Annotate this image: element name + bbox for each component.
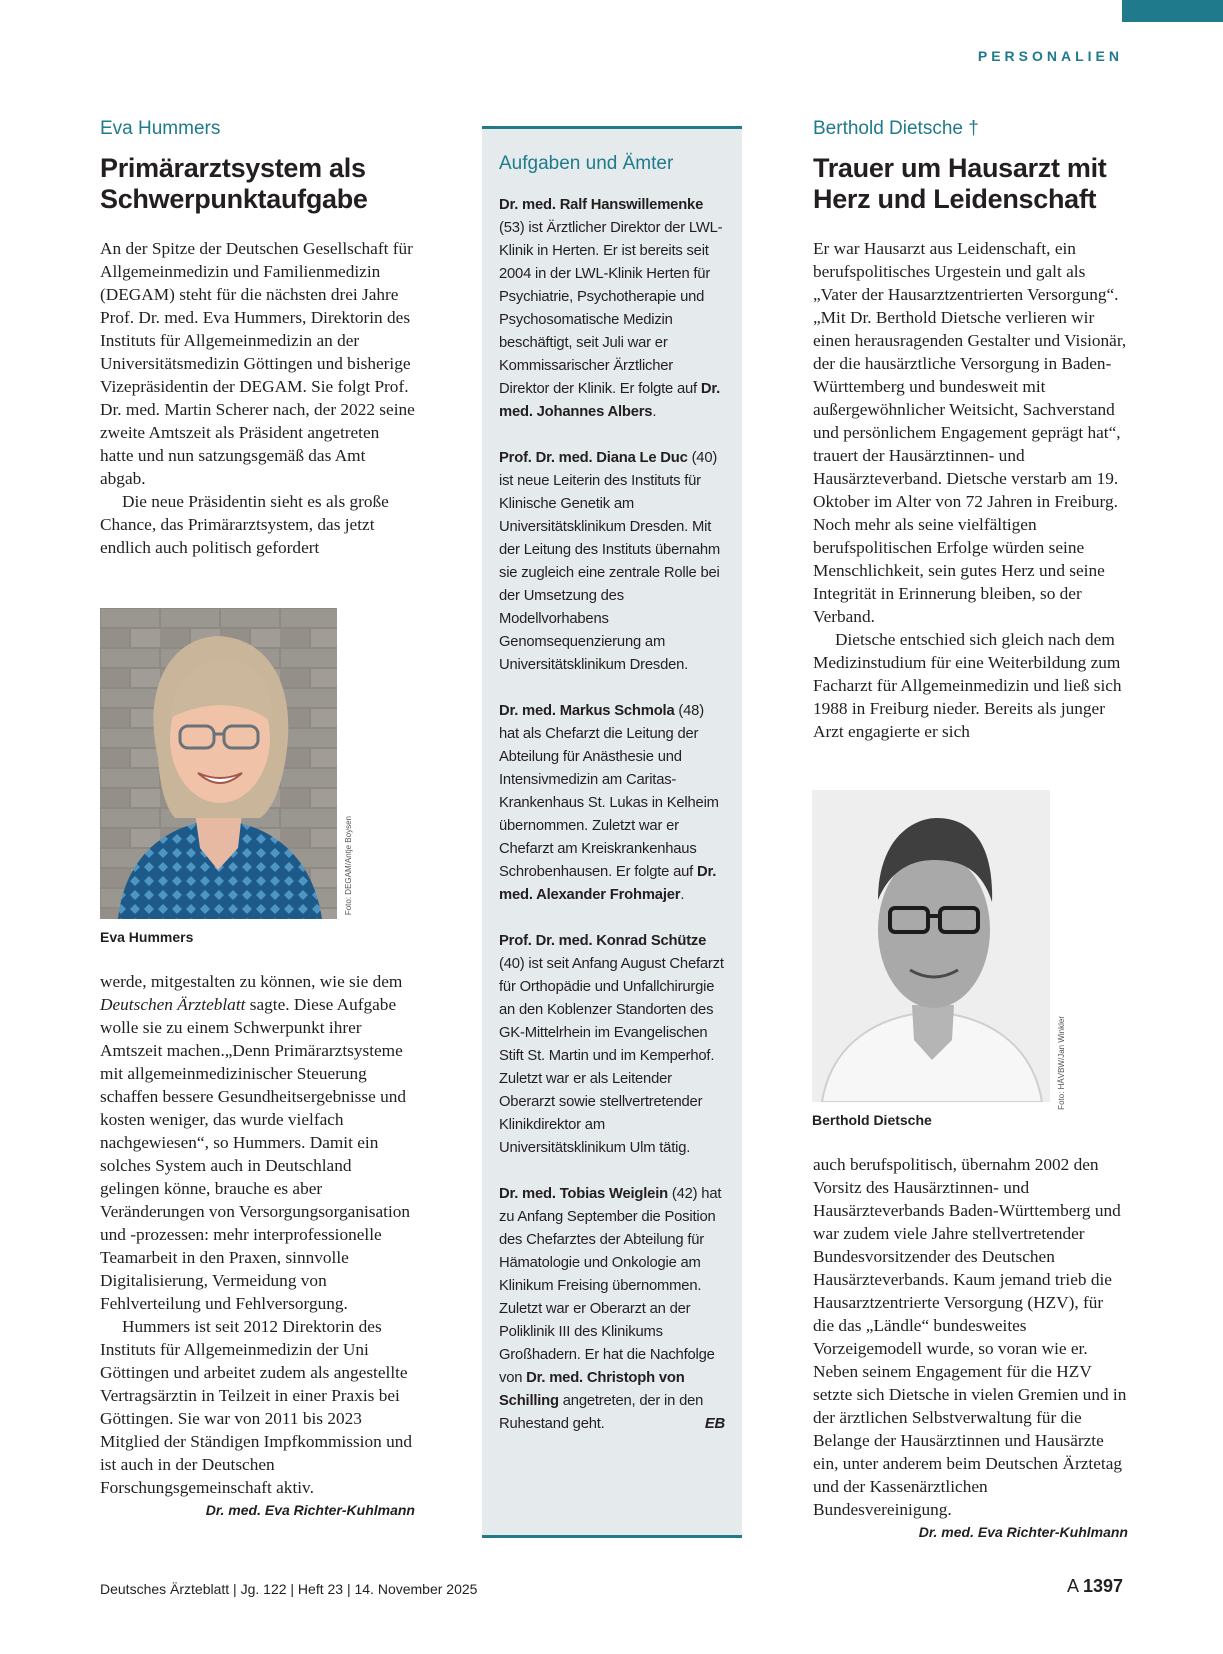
left-p3-part2: sagte. Diese Aufgabe wolle sie zu einem Schwerpunkt ihrer Amtszeit machen.„Denn Primärarztsysteme mit allgemeinmedizinischer Steuerung schaffen bessere Gesundheitsergebnisse und kosten weniger, das wurde vielfach nachgewiesen“, so Hummers. Damit ein solches System auch in Deutschland gelingen könne, brauche es aber Veränderungen von Versorgungsorganisation und -prozessen: mehr interprofessionelle Teamarbeit in den Praxen, sinnvolle Digitalisierung, Vermeidung von Fehlverteilung und Fehlversorgung. bbox=[100, 995, 411, 1313]
portrait-photo-eva-hummers bbox=[100, 608, 337, 919]
entry-name: Dr. med. Ralf Hanswillemenke bbox=[499, 196, 704, 213]
left-article-author: Dr. med. Eva Richter-Kuhlmann bbox=[205, 1502, 415, 1518]
sidebar-entry bbox=[499, 447, 725, 677]
entry-successor: Dr. med. Johannes Albers bbox=[499, 380, 721, 420]
right-paragraph-2: Dietsche entschied sich gleich nach dem Medizinstudium für eine Weiterbildung zum Facharzt für Allgemeinmedizin und ließ sich 1988 in Freiburg nieder. Bereits als junger Arzt engagierte er sich bbox=[813, 629, 1122, 741]
left-p4-text: Hummers ist seit 2012 Direktorin des Instituts für Allgemeinmedizin der Uni Göttingen und arbeitet zudem als angestellte Vertragsärztin in Teilzeit in einer Praxis bei Göttingen. Sie war von 2011 bis 2023 Mitglied der Ständigen Impfkommission und ist auch in der Deutschen Forschungsgemeinschaft aktiv. bbox=[100, 1317, 412, 1497]
right-article-kicker: Berthold Dietsche † bbox=[813, 118, 979, 139]
right-article-headline bbox=[813, 153, 1128, 216]
right-paragraph-3 bbox=[813, 1153, 1128, 1540]
left-article bbox=[100, 118, 415, 559]
portrait-photo-berthold-dietsche bbox=[812, 790, 1050, 1102]
left-headline-line2: Schwerpunktaufgabe bbox=[100, 184, 368, 215]
entry-text: (53) ist Ärztlicher Direktor der LWL-Klinik in Herten. Er ist bereits seit 2004 in der LWL-Klinik Herten für Psychiatrie, Psychotherapie und Psychosomatische Medizin beschäftigt, seit Juli war er Kommissarischer Ärztlicher Direktor der Klinik. Er folgte auf bbox=[499, 219, 723, 397]
right-p3-text: auch berufspolitisch, übernahm 2002 den Vorsitz des Hausärztinnen- und Hausärzteverbands Baden-Württemberg und war zudem viele Jahre stellvertretender Bundesvorsitzender des Deutschen Hausärzteverbands. Kaum jemand trieb die Hausarztzentrierte Versorgung (HZV), für die das „Ländle“ bundesweites Vorzeigemodell wurde, so voran wie er. Neben seinem Engagement für die HZV setzte sich Dietsche in vielen Gremien und in der ärztlichen Selbstverwaltung für die Belange der Hausärztinnen und Hausärzte ein, unter anderem beim Deutschen Ärztetag und der Kassenärztlichen Bundesvereinigung. bbox=[813, 1155, 1127, 1519]
left-article-kicker: Eva Hummers bbox=[100, 118, 221, 139]
right-article bbox=[813, 118, 1128, 743]
page-number bbox=[1067, 1576, 1123, 1597]
left-p3-part1: werde, mitgestalten zu können, wie sie dem bbox=[100, 972, 403, 991]
right-paragraph-1: Er war Hausarzt aus Leidenschaft, ein berufspolitisches Urgestein und galt als „Vater der Hausarztzentrierten Versorgung“. „Mit Dr. Berthold Dietsche verlieren wir einen herausragenden Gestalter und Visionär, der die hausärztliche Versorgung in Baden-Württemberg und bundesweit mit außergewöhnlicher Weitsicht, Sachverstand und persönlichem Engagement geprägt hat“, trauert der Hausärztinnen- und Hausärzteverband. Dietsche verstarb am 19. Oktober im Alter von 72 Jahren in Freiburg. Noch mehr als seine vielfältigen berufspolitischen Erfolge würden seine Menschlichkeit, sein gutes Herz und seine Integrität in Erinnerung bleiben, so der Verband. bbox=[813, 238, 1127, 626]
corner-accent-bar bbox=[1122, 0, 1223, 22]
entry-name: Prof. Dr. med. Diana Le Duc bbox=[499, 449, 688, 466]
right-photo-credit: Foto: HÄVBW/Jan Winkler bbox=[1057, 1016, 1066, 1110]
sidebar-entry bbox=[499, 930, 725, 1160]
entry-name: Dr. med. Markus Schmola bbox=[499, 702, 675, 719]
entry-end: angetreten, der in den Ruhestand geht. bbox=[499, 1392, 704, 1432]
page-prefix: A bbox=[1066, 1576, 1083, 1596]
entry-text: (48) hat als Chefarzt die Leitung der Abteilung für Anästhesie und Intensivmedizin am Caritas-Krankenhaus St. Lukas in Kelheim übernommen. Zuletzt war er Chefarzt am Kreiskrankenhaus Schrobenhausen. Er folgte auf bbox=[499, 702, 719, 880]
sidebar-title: Aufgaben und Ämter bbox=[499, 153, 674, 174]
left-photo-block bbox=[100, 608, 353, 945]
sidebar-entry bbox=[499, 700, 725, 907]
entry-successor: Dr. med. Christoph von Schilling bbox=[499, 1369, 685, 1409]
left-paragraph-3 bbox=[100, 970, 415, 1315]
entry-name: Dr. med. Tobias Weiglein bbox=[499, 1185, 668, 1202]
left-photo-caption: Eva Hummers bbox=[100, 929, 194, 945]
page-number-value: 1397 bbox=[1082, 1576, 1123, 1596]
right-photo-block bbox=[812, 790, 1066, 1128]
section-rubric: PERSONALIEN bbox=[977, 48, 1123, 64]
entry-text: (40) ist seit Anfang August Chefarzt für Orthopädie und Unfallchirurgie an den Koblenzer Standorten des GK-Mittelrhein im Evangelischen Stift St. Martin und im Kemperhof. Zuletzt war er als Leitender Oberarzt sowie stellvertretender Klinikdirektor am Universitätsklinikum Ulm tätig. bbox=[499, 955, 724, 1156]
entry-end: . bbox=[652, 403, 657, 420]
left-photo-credit: Foto: DEGAM/Antje Boysen bbox=[344, 816, 353, 916]
entry-end: . bbox=[680, 886, 685, 903]
portrait-image-bw bbox=[812, 790, 1050, 1102]
left-article-headline bbox=[100, 153, 415, 216]
entry-text: (42) hat zu Anfang September die Position des Chefarztes der Abteilung für Hämatologie und Onkologie am Klinikum Freising übernommen. Zuletzt war er Oberarzt an der Poliklinik III des Klinikums Großhadern. Er hat die Nachfolge von bbox=[499, 1185, 722, 1386]
left-paragraph-2: Die neue Präsidentin sieht es als große Chance, das Primärarztsystem, das jetzt endlich auch politisch gefordert bbox=[100, 491, 389, 557]
left-paragraph-4 bbox=[100, 1315, 415, 1518]
left-p3-journal-name: Deutschen Ärzteblatt bbox=[100, 995, 246, 1014]
right-headline-line1: Trauer um Hausarzt mit bbox=[813, 152, 1107, 183]
entry-text: (40) ist neue Leiterin des Instituts für Klinische Genetik am Universitätsklinikum Dresden. Mit der Leitung des Instituts übernahm sie zugleich eine zentrale Rolle bei der Umsetzung des Modellvorhabens Genomsequenzierung am Universitätsklinikum Dresden. bbox=[499, 449, 721, 673]
entry-successor: Dr. med. Alexander Frohmajer bbox=[499, 863, 717, 903]
left-article-continued bbox=[100, 970, 415, 1522]
right-photo-caption: Berthold Dietsche bbox=[812, 1112, 932, 1128]
sidebar-entry bbox=[499, 194, 725, 424]
left-paragraph-1: An der Spitze der Deutschen Gesellschaft für Allgemeinmedizin und Familienmedizin (DEGAM) steht für die nächsten drei Jahre Prof. Dr. med. Eva Hummers, Direktorin des Instituts für Allgemeinmedizin an der Universitätsmedizin Göttingen und bisherige Vizepräsidentin der DEGAM. Sie folgt Prof. Dr. med. Martin Scherer nach, der 2022 seine zweite Amtszeit als Präsident angetreten hatte und nun satzungsgemäß das Amt abgab. bbox=[100, 238, 415, 488]
footer-journal-info: Deutsches Ärzteblatt | Jg. 122 | Heft 23 | 14. November 2025 bbox=[100, 1581, 478, 1597]
portrait-image bbox=[100, 608, 337, 919]
right-article-continued bbox=[813, 1153, 1128, 1544]
right-headline-line2: Herz und Leidenschaft bbox=[813, 184, 1097, 215]
left-headline-line1: Primärarztsystem als bbox=[100, 152, 366, 183]
sidebar-entry bbox=[499, 1183, 725, 1436]
entry-name: Prof. Dr. med. Konrad Schütze bbox=[499, 932, 707, 949]
sidebar-box bbox=[482, 126, 742, 1538]
right-article-author: Dr. med. Eva Richter-Kuhlmann bbox=[918, 1524, 1128, 1540]
sidebar-signature: EB bbox=[704, 1415, 725, 1432]
